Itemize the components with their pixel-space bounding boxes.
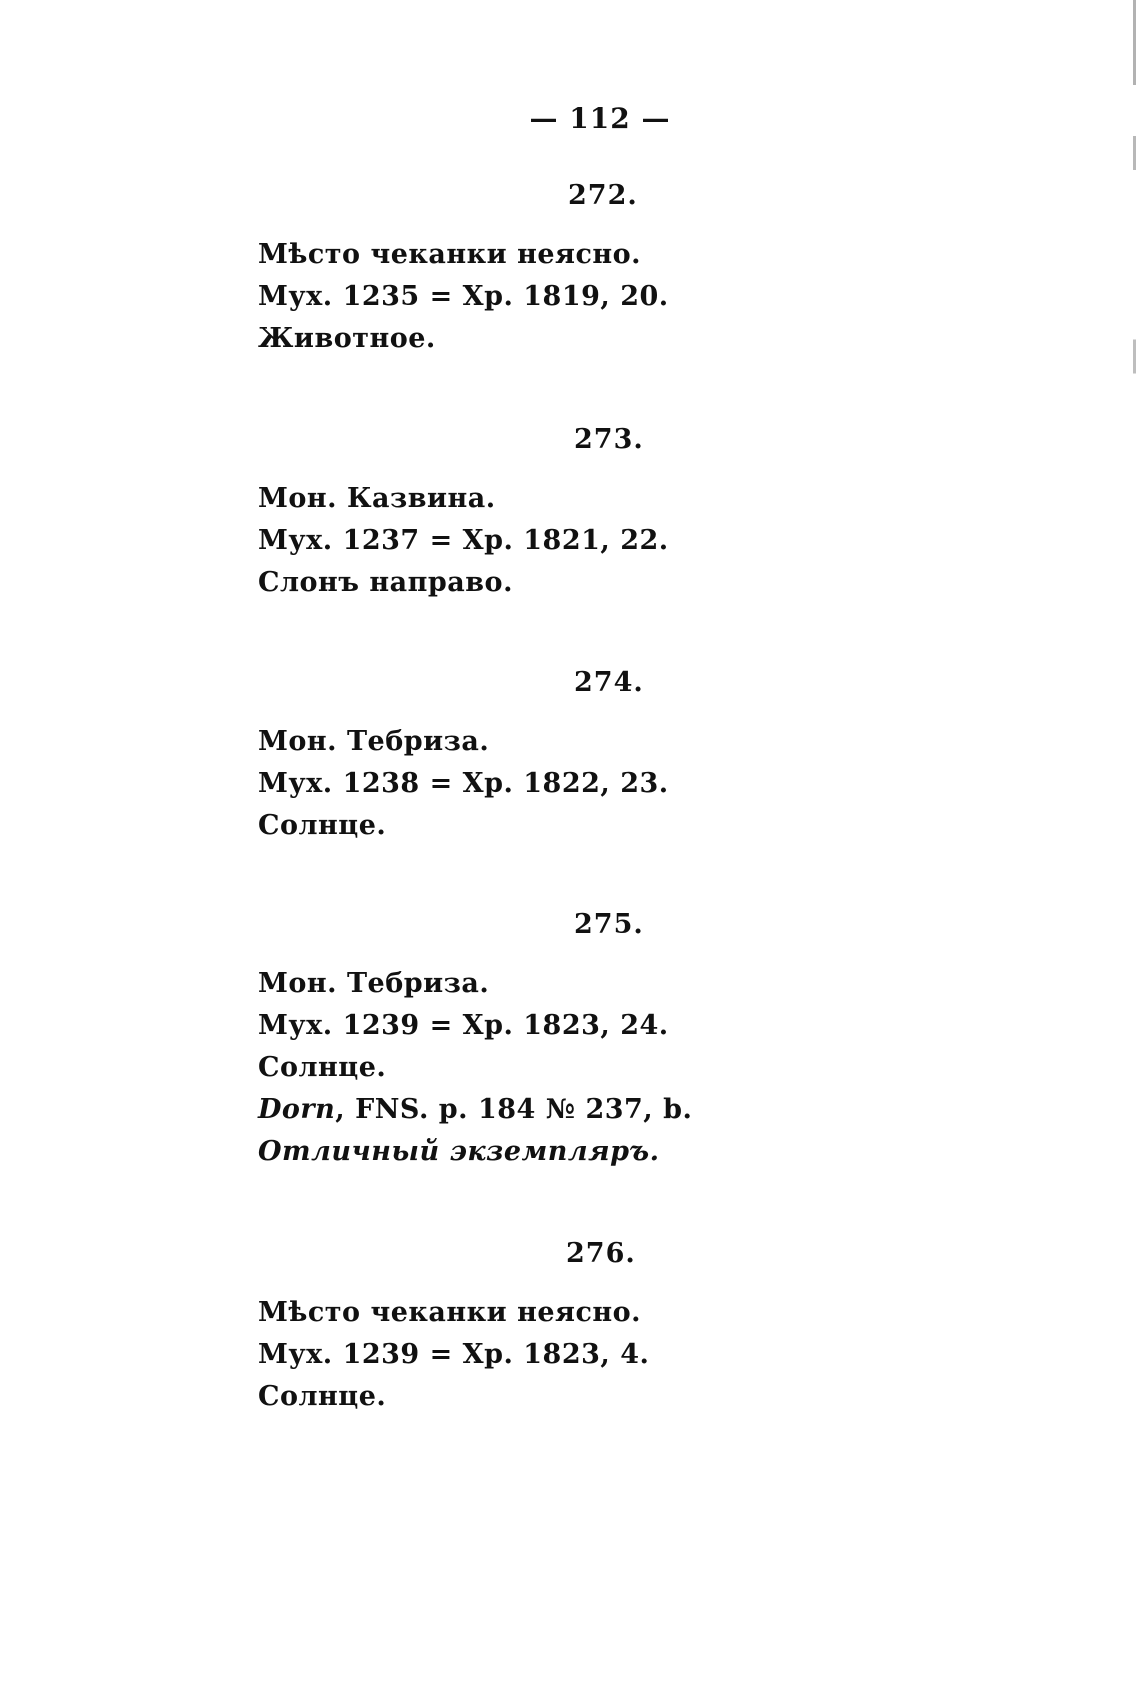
date-line: Мух. 1239 = Хр. 1823, 4. [258, 1339, 650, 1370]
mint-line: Мѣсто чеканки неясно. [258, 1297, 642, 1328]
mint-line: Мон. Тебриза. [258, 726, 490, 757]
date-line: Мух. 1235 = Хр. 1819, 20. [258, 281, 669, 312]
type-line: Солнце. [258, 810, 387, 841]
mint-line: Мѣсто чеканки неясно. [258, 239, 642, 270]
reference-details: , FNS. p. 184 № 237, b. [335, 1094, 693, 1125]
type-line: Солнце. [258, 1381, 387, 1412]
type-line: Животное. [258, 323, 436, 354]
reference-line [258, 1089, 858, 1131]
date-line: Мух. 1237 = Хр. 1821, 22. [258, 525, 669, 556]
date-line: Мух. 1239 = Хр. 1823, 24. [258, 1010, 669, 1041]
mint-line: Мон. Тебриза. [258, 968, 490, 999]
page-edge-shadow [1133, 0, 1136, 1698]
entry-number: 275. [574, 909, 644, 940]
entry-number: 273. [574, 424, 644, 455]
type-line: Солнце. [258, 1052, 387, 1083]
entry-number: 276. [566, 1238, 636, 1269]
entry-273 [258, 478, 858, 604]
entry-275 [258, 963, 858, 1173]
page-number: — 112 — [529, 102, 671, 135]
entry-number: 274. [574, 667, 644, 698]
entry-274 [258, 721, 858, 847]
entry-276 [258, 1292, 858, 1418]
date-line: Мух. 1238 = Хр. 1822, 23. [258, 768, 669, 799]
entry-number: 272. [568, 180, 638, 211]
type-line: Слонъ направо. [258, 567, 513, 598]
reference-author: Dorn [258, 1094, 336, 1125]
note-line: Отличный экземпляръ. [258, 1136, 660, 1167]
entry-272 [258, 234, 858, 360]
mint-line: Мон. Казвина. [258, 483, 496, 514]
